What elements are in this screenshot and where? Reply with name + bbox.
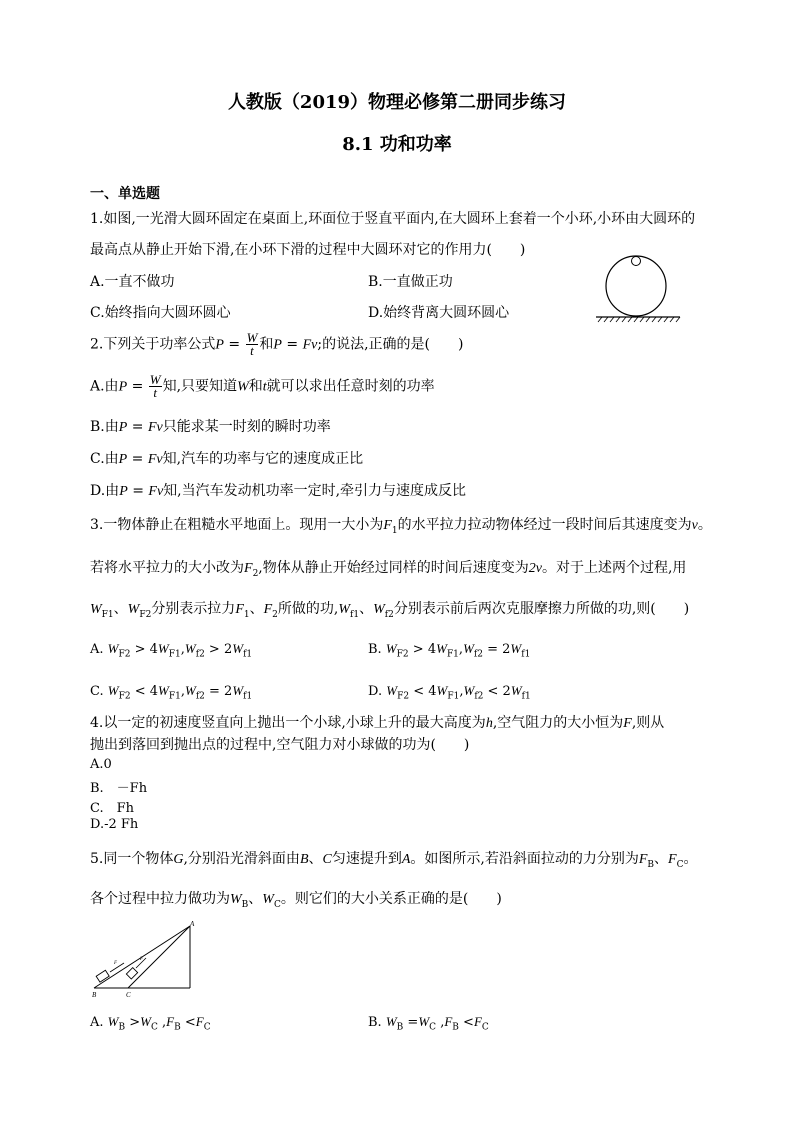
q3-option-c[interactable]: C. $W_{F2} < 4W_{F1},W_{f2} = 2W_{f1}$	[90, 683, 253, 702]
inclined-planes-figure	[86, 918, 198, 1000]
q1-option-b[interactable]: B.一直做正功	[368, 274, 453, 290]
q3-option-b[interactable]: B. $W_{F2} > 4W_{F1},W_{f2} = 2W_{f1}$	[368, 641, 531, 660]
q2-option-c[interactable]: C.由P = Fv知,汽车的功率与它的速度成正比	[90, 451, 364, 467]
fig-label-c: C	[126, 991, 131, 999]
q3-line2: 若将水平拉力的大小改为$F_2$,物体从静止开始经过同样的时间后速度变为2v。对于上述两个过程,用	[90, 560, 687, 579]
q2-option-d[interactable]: D.由P = Fv知,当汽车发动机功率一定时,牵引力与速度成反比	[90, 483, 467, 499]
ring-on-table-figure	[594, 252, 684, 324]
power-fraction: $\frac{W}{t}$	[246, 330, 258, 358]
q4-option-a[interactable]: A.0	[90, 757, 112, 772]
q4-line1: 4.以一定的初速度竖直向上抛出一个小球,小球上升的最大高度为h,空气阻力的大小恒为F,则从	[90, 715, 665, 731]
q3-option-a[interactable]: A. $W_{F2} > 4W_{F1},W_{f2} > 2W_{f1}$	[90, 641, 253, 660]
page-subtitle: 8.1 功和功率	[342, 134, 452, 155]
q5-line1: 5.同一个物体G,分别沿光滑斜面由B、C匀速提升到A。如图所示,若沿斜面拉动的力分别为$F_B$、$F_C$。	[90, 851, 698, 870]
q2-stem: 2.下列关于功率公式P = $\frac{W}{t}$ 和P = Fv;的说法,正确的是( )	[90, 330, 464, 358]
page-title: 人教版（2019）物理必修第二册同步练习	[227, 92, 567, 113]
fig-label-fb: F	[114, 961, 118, 966]
q5-option-a[interactable]: A. $W_B >W_C$ $,F_B <F_C$	[90, 1014, 211, 1033]
q1-option-d[interactable]: D.始终背离大圆环圆心	[368, 305, 510, 321]
q1-line2: 最高点从静止开始下滑,在小环下滑的过程中大圆环对它的作用力( )	[90, 242, 526, 258]
q4-line2: 抛出到落回到抛出点的过程中,空气阻力对小球做的功为( )	[90, 737, 470, 753]
q2-option-b[interactable]: B.由P = Fv只能求某一时刻的瞬时功率	[90, 419, 331, 435]
fig-label-b: B	[92, 991, 97, 999]
q3-line3: $W_{F1}$、$W_{F2}$分别表示拉力$F_1$、$F_2$所做的功$,W_{f1}$、$W_{f2}$分别表示前后两次克服摩擦力所做的功,则( )	[90, 601, 690, 620]
section-heading: 一、单选题	[90, 186, 160, 202]
fig-label-fc: F	[140, 957, 144, 962]
q3-line1: 3.一物体静止在粗糙水平地面上。现用一大小为$F_1$的水平拉力拉动物体经过一段时间后其速度变为v。	[90, 517, 712, 536]
q4-option-b[interactable]: B. －Fh	[90, 781, 148, 796]
q2-option-a[interactable]: A.由P = $\frac{W}{t}$ 知,只要知道W和t就可以求出任意时刻的功率	[90, 372, 435, 400]
q4-option-c[interactable]: C. Fh	[90, 801, 135, 816]
q5-line2: 各个过程中拉力做功为$W_B$、$W_C$。则它们的大小关系正确的是( )	[90, 891, 502, 910]
fig-label-a: A	[190, 920, 195, 928]
q4-option-d[interactable]: D.-2 Fh	[90, 817, 139, 832]
q1-option-a[interactable]: A.一直不做功	[90, 274, 175, 290]
q5-option-b[interactable]: B. $W_B =W_C$ $,F_B <F_C$	[368, 1014, 489, 1033]
q1-option-c[interactable]: C.始终指向大圆环圆心	[90, 305, 231, 321]
q1-line1: 1.如图,一光滑大圆环固定在桌面上,环面位于竖直平面内,在大圆环上套着一个小环,小环由大圆环的	[90, 211, 696, 227]
q3-option-d[interactable]: D. $W_{F2} < 4W_{F1},W_{f2} < 2W_{f1}$	[368, 683, 531, 702]
